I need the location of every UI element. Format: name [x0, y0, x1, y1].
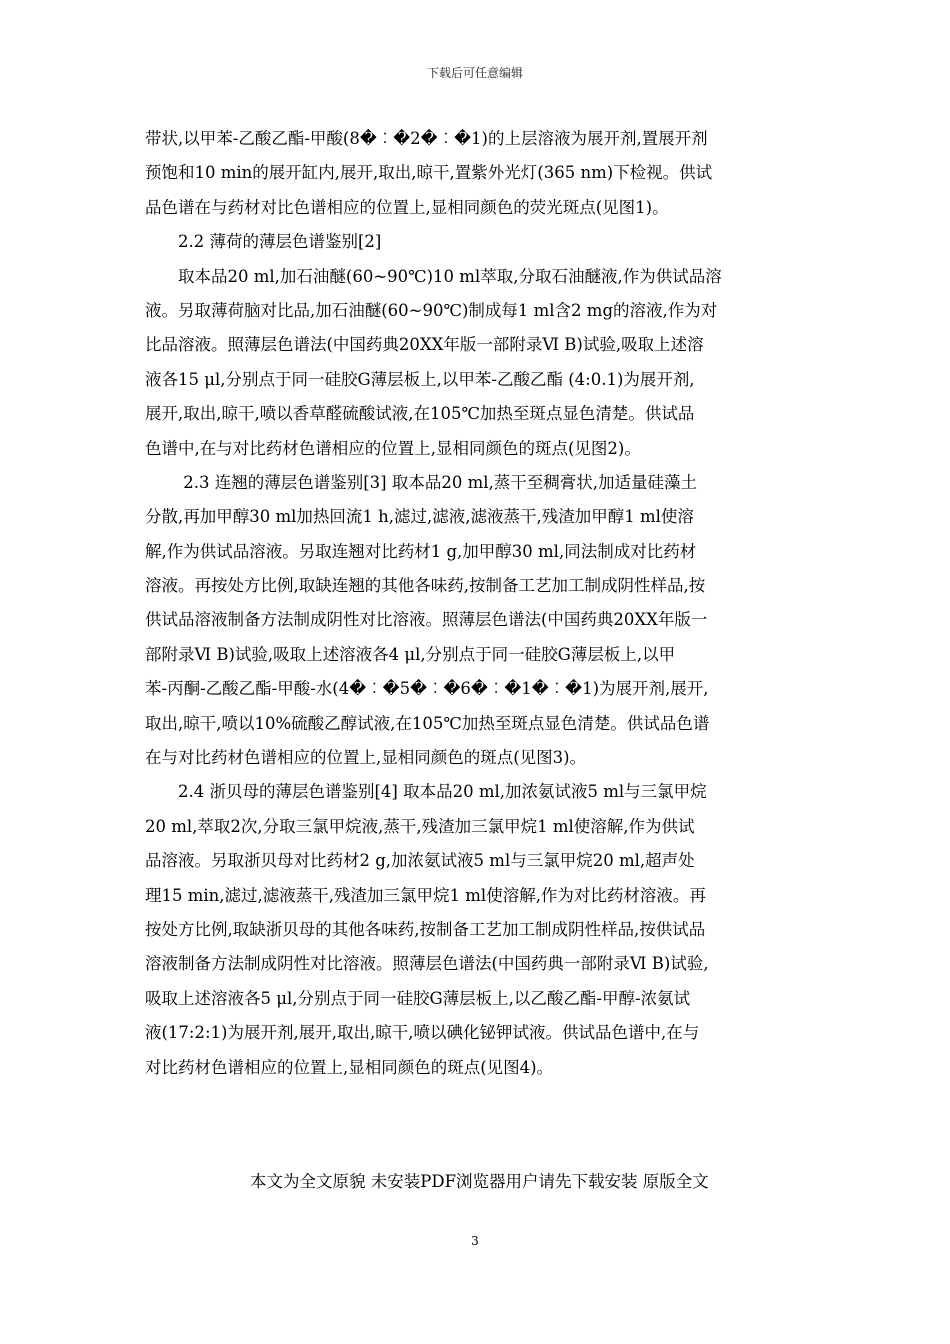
text-line: 液。另取薄荷脑对比品,加石油醚(60~90℃)制成每1 ml含2 mg的溶液,作为对 [145, 300, 718, 320]
text-line: 取出,晾干,喷以10%硫酸乙醇试液,在105℃加热至斑点显色清楚。供试品色谱 [145, 713, 710, 733]
text-line: 品溶液。另取浙贝母对比药材2 g,加浓氨试液5 ml与三氯甲烷20 ml,超声处 [145, 851, 695, 871]
text-line: 供试品溶液制备方法制成阴性对比溶液。照薄层色谱法(中国药典20XX年版一 [145, 610, 708, 630]
text-line: 液(17:2:1)为展开剂,展开,取出,晾干,喷以碘化铋钾试液。供试品色谱中,在与 [145, 1023, 700, 1043]
paragraph-mint-tlc [145, 260, 813, 466]
text-line: 品色谱在与药材对比色谱相应的位置上,显相同颜色的荧光斑点(见图1)。 [145, 197, 669, 217]
text-line: 2.4 浙贝母的薄层色谱鉴别[4] 取本品20 ml,加浓氨试液5 ml与三氯甲烷 [145, 782, 707, 802]
text-line: 20 ml,萃取2次,分取三氯甲烷液,蒸干,残渣加三氯甲烷1 ml使溶解,作为供试 [145, 816, 695, 836]
text-line: 2.3 连翘的薄层色谱鉴别[3] 取本品20 ml,蒸干至稠膏状,加适量硅藻土 [145, 472, 698, 492]
text-line: 分散,再加甲醇30 ml加热回流1 h,滤过,滤液,滤液蒸干,残渣加甲醇1 ml使溶 [145, 507, 694, 527]
text-line: 2.2 薄荷的薄层色谱鉴别[2] [145, 232, 382, 252]
paragraph-forsythia-tlc [145, 466, 813, 776]
text-line: 对比药材色谱相应的位置上,显相同颜色的斑点(见图4)。 [145, 1057, 554, 1077]
document-body [145, 122, 813, 1085]
text-line: 部附录Ⅵ B)试验,吸取上述溶液各4 μl,分别点于同一硅胶G薄层板上,以甲 [145, 644, 676, 664]
text-line: 取本品20 ml,加石油醚(60~90℃)10 ml萃取,分取石油醚液,作为供试品溶 [145, 266, 722, 286]
full-text-note: 本文为全文原貌 未安装PDF浏览器用户请先下载安装 原版全文 [250, 1172, 709, 1191]
text-line: 预饱和10 min的展开缸内,展开,取出,晾干,置紫外光灯(365 nm)下检视。供试 [145, 163, 713, 183]
text-line: 吸取上述溶液各5 μl,分别点于同一硅胶G薄层板上,以乙酸乙酯-甲醇-浓氨试 [145, 988, 691, 1008]
section-heading-2-2 [145, 225, 813, 259]
text-line: 带状,以甲苯-乙酸乙酯-甲酸(8�︰�2�︰�1)的上层溶液为展开剂,置展开剂 [145, 129, 708, 148]
text-line: 解,作为供试品溶液。另取连翘对比药材1 g,加甲醇30 ml,同法制成对比药材 [145, 541, 697, 561]
text-line: 溶液。再按处方比例,取缺连翘的其他各味药,按制备工艺加工制成阴性样品,按 [145, 576, 706, 596]
text-line: 按处方比例,取缺浙贝母的其他各味药,按制备工艺加工制成阴性样品,按供试品 [145, 919, 706, 939]
text-line: 色谱中,在与对比药材色谱相应的位置上,显相同颜色的斑点(见图2)。 [145, 438, 641, 458]
page-header: 下载后可任意编辑 [426, 66, 523, 80]
text-line: 比品溶液。照薄层色谱法(中国药典20XX年版一部附录Ⅵ B)试验,吸取上述溶 [145, 335, 704, 355]
paragraph-fritillaria-tlc [145, 775, 813, 1085]
text-line: 展开,取出,晾干,喷以香草醛硫酸试液,在105℃加热至斑点显色清楚。供试品 [145, 404, 695, 424]
page-number: 3 [471, 1234, 479, 1248]
text-line: 液各15 μl,分别点于同一硅胶G薄层板上,以甲苯-乙酸乙酯 (4:0.1)为展开剂, [145, 369, 695, 389]
text-line: 在与对比药材色谱相应的位置上,显相同颜色的斑点(见图3)。 [145, 748, 587, 768]
paragraph-tlc-result [145, 122, 813, 225]
text-line: 溶液制备方法制成阴性对比溶液。照薄层色谱法(中国药典一部附录Ⅵ B)试验, [145, 954, 709, 974]
text-line: 理15 min,滤过,滤液蒸干,残渣加三氯甲烷1 ml使溶解,作为对比药材溶液。再 [145, 885, 706, 905]
text-line: 苯-丙酮-乙酸乙酯-甲酸-水(4�︰�5�︰�6�︰�1�︰�1)为展开剂,展开, [145, 679, 709, 699]
